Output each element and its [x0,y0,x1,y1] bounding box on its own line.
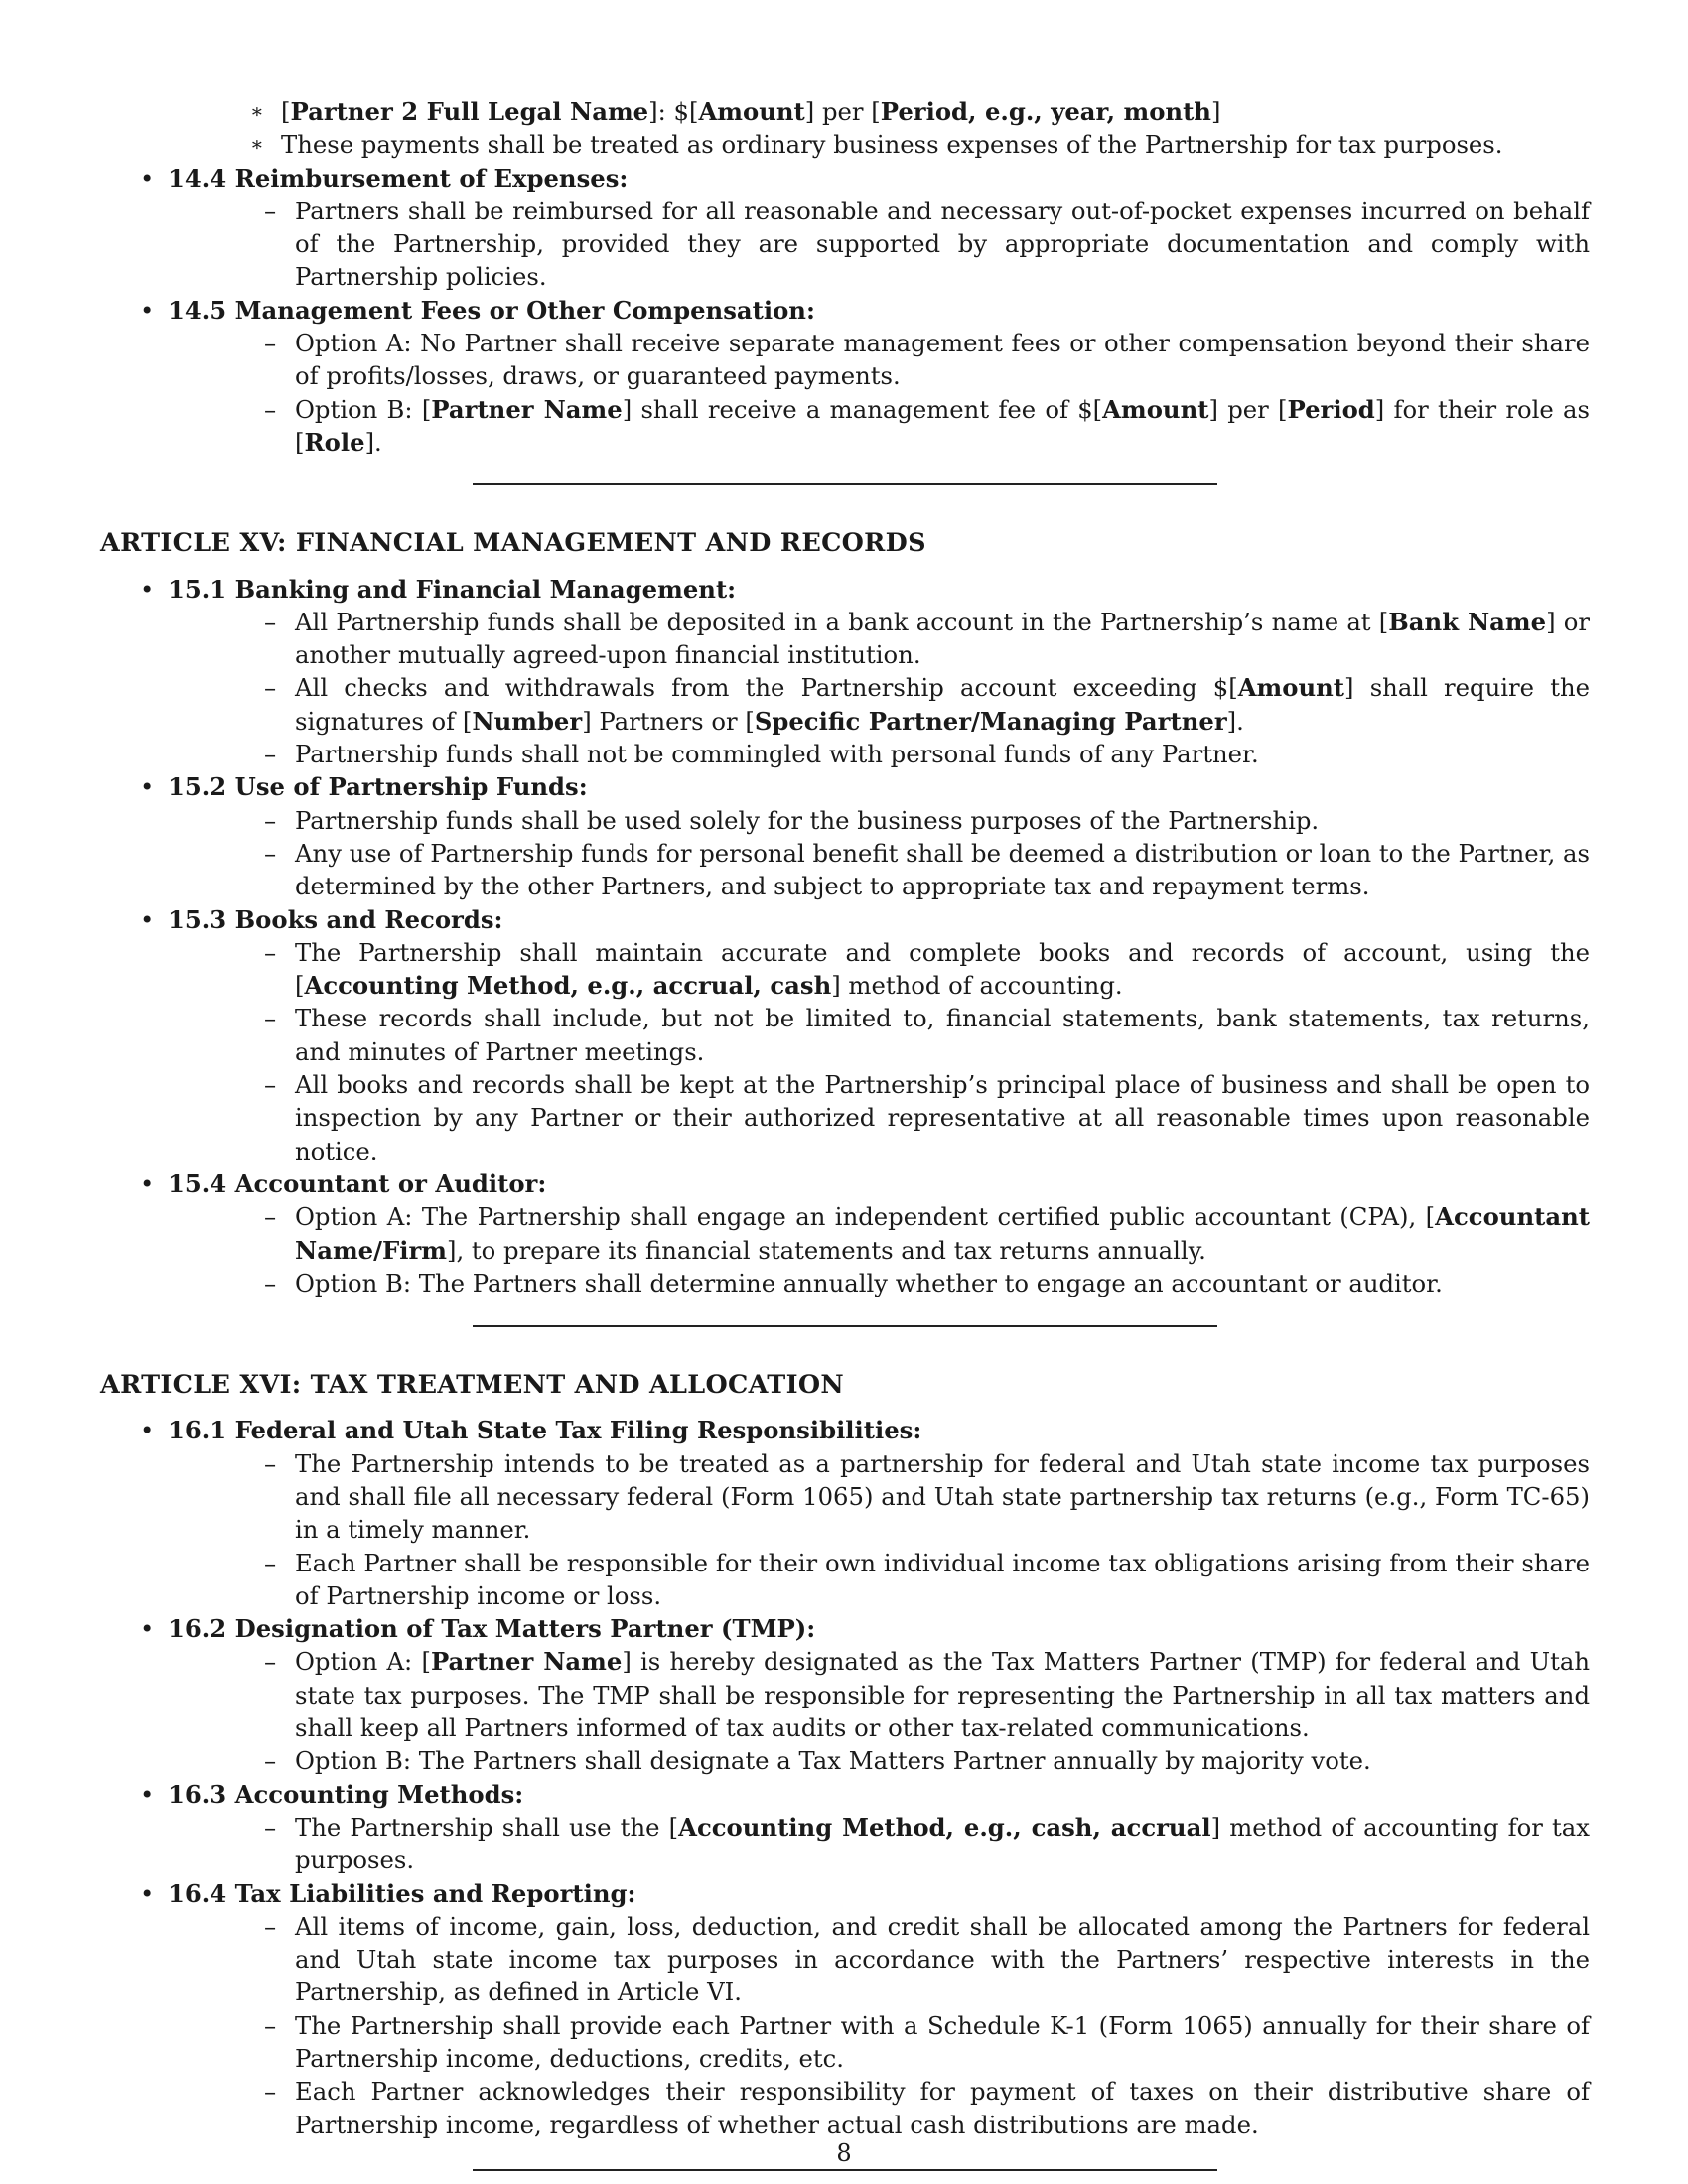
dash-bullet-icon: – [264,673,277,703]
dash-bullet-icon: – [264,1647,277,1677]
section-15-3 [100,903,1590,1167]
list-item: – Each Partner acknowledges their responsibility for payment of taxes on their distributive share of Partnership income, regardless of whether actual cash distributions are made. [264,2077,1590,2139]
section-title: 16.2 Designation of Tax Matters Partner (TMP): [168,1614,816,1644]
dash-bullet-icon: – [264,1070,277,1100]
bullet-icon: • [140,574,155,604]
bullet-icon: • [140,163,155,193]
section-title: 14.4 Reimbursement of Expenses: [168,163,629,193]
list-item: – Any use of Partnership funds for personal benefit shall be deemed a distribution or loan to the Partner, as determined by the other Partners, and subject to appropriate tax and repayment terms. [264,838,1590,901]
dash-bullet-icon: – [264,2010,277,2040]
bullet-icon: • [140,1878,155,1908]
dash-bullet-icon: – [264,1548,277,1577]
asterisk-bullet-icon: ∗ [250,99,264,123]
list-item: – These records shall include, but not be limited to, financial statements, bank statements, tax returns, and minutes of Partner meetings. [264,1004,1590,1066]
list-item: – All items of income, gain, loss, deduction, and credit shall be allocated among the Partners for federal and Utah state income tax purposes in accordance with the Partners’ respective interests in the Partnership, as defined in Article VI. [264,1911,1590,2007]
bullet-icon: • [140,904,155,934]
section-14-5 [100,294,1590,459]
section-divider [473,1325,1217,1327]
list-item: – Option A: The Partnership shall engage an independent certified public accountant (CPA), [Accountant Name/Firm], to prepare its financial statements and tax returns annually. [264,1202,1590,1265]
list-item: – All books and records shall be kept at the Partnership’s principal place of business and shall be open to inspection by any Partner or their authorized representative at all reasonable times upon reasonable notice. [264,1070,1590,1165]
list-item: – Partnership funds shall be used solely for the business purposes of the Partnership. [168,804,1590,837]
article-16-list [100,1414,1590,2141]
list-item: – The Partnership shall maintain accurate and complete books and records of account, using the [Accounting Method, e.g., accrual, cash] method of accounting. [264,937,1590,1001]
section-title: 15.4 Accountant or Auditor: [168,1168,547,1198]
section-title: 15.1 Banking and Financial Management: [168,574,737,604]
guaranteed-payments-list [100,95,1590,162]
dash-bullet-icon: – [264,1202,277,1232]
article-15-list [100,573,1590,1300]
list-item: – Each Partner shall be responsible for their own individual income tax obligations arising from their share of Partnership income or loss. [264,1548,1590,1610]
section-16-3 [100,1778,1590,1877]
section-title: 16.3 Accounting Methods: [168,1779,524,1809]
section-divider [473,483,1217,485]
placeholder-partner2-name: Partner 2 Full Legal Name [290,97,649,126]
bullet-icon: • [140,1779,155,1809]
section-divider [473,2169,1217,2171]
section-title: 16.1 Federal and Utah State Tax Filing Responsibilities: [168,1416,922,1445]
list-item: – All checks and withdrawals from the Partnership account exceeding $[Amount] shall require the signatures of [Number] Partners or [Specific Partner/Managing Partner]. [264,673,1590,736]
page-number: 8 [836,2139,852,2167]
dash-bullet-icon: – [264,805,277,835]
dash-bullet-icon: – [264,1911,277,1941]
list-item: – Option A: No Partner shall receive separate management fees or other compensation beyond their share of profits/losses, draws, or guaranteed payments. [264,329,1590,391]
list-item: ∗ These payments shall be treated as ordinary business expenses of the Partnership for tax purposes. [100,128,1590,161]
section-15-4 [100,1167,1590,1299]
bullet-icon: • [140,1416,155,1445]
dash-bullet-icon: – [264,607,277,636]
list-item: ∗ [Partner 2 Full Legal Name]: $[Amount] per [Period, e.g., year, month] [100,95,1590,128]
section-title: 16.4 Tax Liabilities and Reporting: [168,1878,636,1908]
section-15-2 [100,770,1590,902]
section-14-4 [100,162,1590,294]
list-item: – Option B: [Partner Name] shall receive a management fee of $[Amount] per [Period] for their role as [Role]. [264,394,1591,457]
list-item: – All Partnership funds shall be deposited in a bank account in the Partnership’s name at [Bank Name] or another mutually agreed-upon financial institution. [264,607,1591,670]
list-item: – The Partnership shall provide each Partner with a Schedule K-1 (Form 1065) annually for their share of Partnership income, deductions, credits, etc. [264,2010,1590,2074]
asterisk-bullet-icon: ∗ [250,132,264,157]
section-14-list [100,162,1590,460]
bullet-icon: • [140,295,155,325]
dash-bullet-icon: – [264,1268,277,1297]
section-title: 15.3 Books and Records: [168,904,503,934]
dash-bullet-icon: – [264,740,277,769]
article-16-title: ARTICLE XVI: TAX TREATMENT AND ALLOCATION [100,1370,844,1401]
article-15-title: ARTICLE XV: FINANCIAL MANAGEMENT AND RECORDS [100,528,926,559]
dash-bullet-icon: – [264,1746,277,1776]
list-item: – The Partnership shall use the [Accounting Method, e.g., cash, accrual] method of accounting for tax purposes. [264,1812,1590,1875]
dash-bullet-icon: – [264,394,277,424]
dash-bullet-icon: – [264,329,277,358]
list-item: – Partners shall be reimbursed for all reasonable and necessary out-of-pocket expenses incurred on behalf of the Partnership, provided they are supported by appropriate documentation and comply with Partnership policies. [264,196,1590,292]
list-item: – Partnership funds shall not be commingled with personal funds of any Partner. [168,738,1590,770]
bullet-icon: • [140,1168,155,1198]
bullet-icon: • [140,772,155,802]
dash-bullet-icon: – [264,1004,277,1033]
dash-bullet-icon: – [264,1448,277,1478]
dash-bullet-icon: – [264,838,277,868]
dash-bullet-icon: – [264,1812,277,1842]
list-item: – The Partnership intends to be treated as a partnership for federal and Utah state income tax purposes and shall file all necessary federal (Form 1065) and Utah state partnership tax returns (e.g., Form TC-65) in a timely manner. [264,1448,1590,1545]
dash-bullet-icon: – [264,196,277,225]
list-item: – Option B: The Partners shall determine annually whether to engage an accountant or auditor. [168,1267,1590,1299]
dash-bullet-icon: – [264,2077,277,2107]
list-item: – Option B: The Partners shall designate a Tax Matters Partner annually by majority vote. [168,1744,1590,1777]
dash-bullet-icon: – [264,937,277,967]
bullet-icon: • [140,1614,155,1644]
section-16-1 [100,1414,1590,1612]
section-16-2 [100,1612,1590,1777]
section-16-4 [100,1877,1590,2141]
document-page [100,95,1590,2171]
list-item: – Option A: [Partner Name] is hereby designated as the Tax Matters Partner (TMP) for federal and Utah state tax purposes. The TMP shall be responsible for representing the Partnership in all tax matters and shall keep all Partners informed of tax audits or other tax-related communications. [264,1647,1590,1743]
section-15-1 [100,573,1590,771]
section-title: 15.2 Use of Partnership Funds: [168,772,588,802]
section-title: 14.5 Management Fees or Other Compensation: [168,295,815,325]
